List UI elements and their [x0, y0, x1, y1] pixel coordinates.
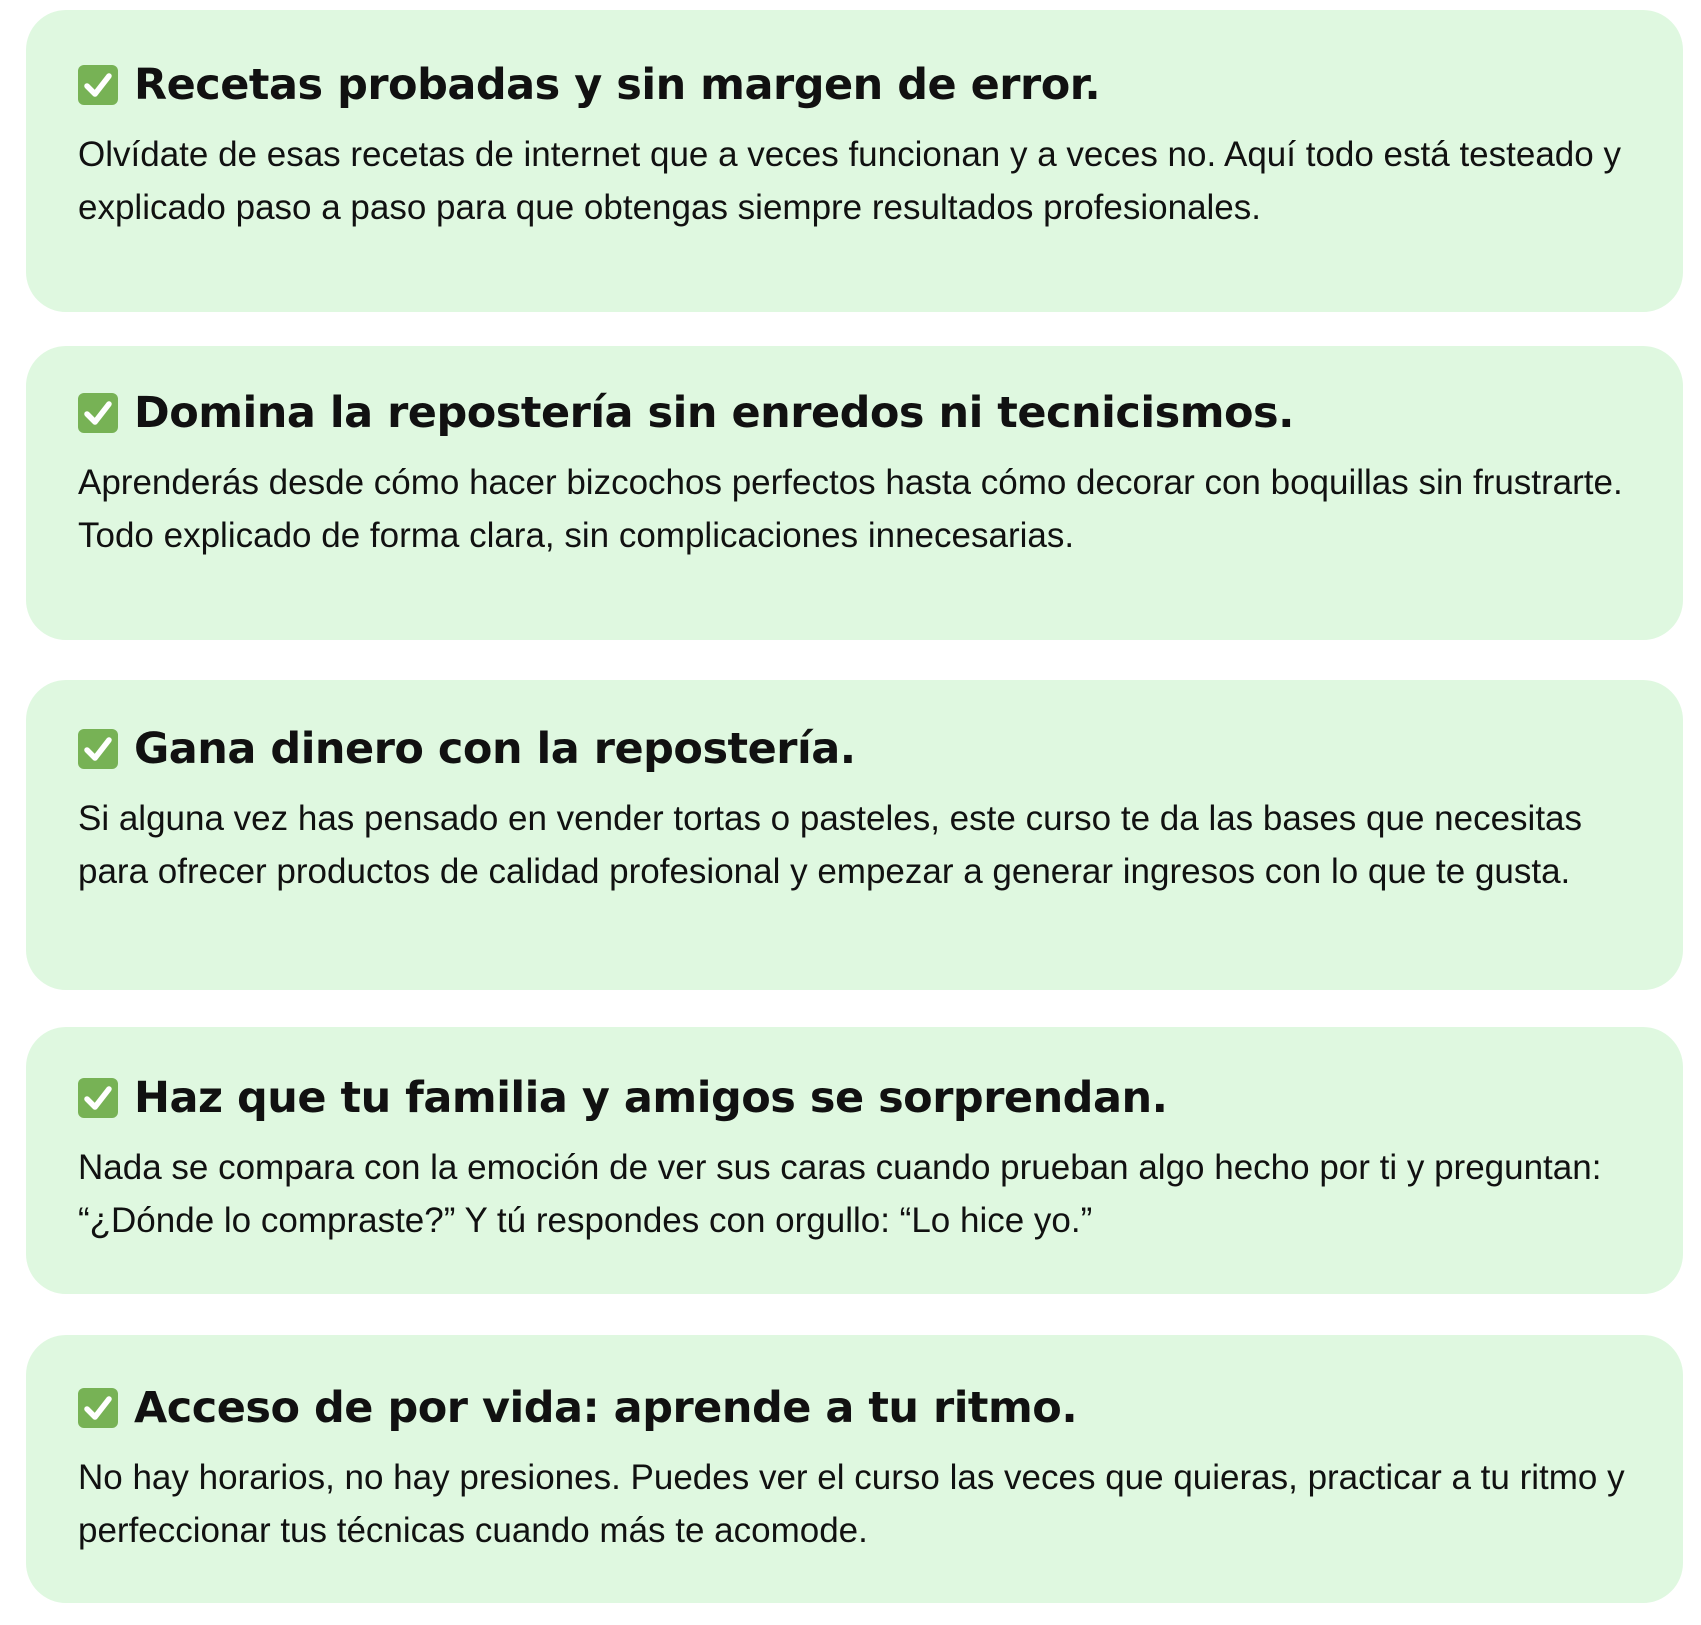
benefit-card-4	[26, 1027, 1683, 1294]
check-mark-button-icon	[78, 729, 118, 769]
benefit-card-2	[26, 346, 1683, 640]
benefit-card-3	[26, 680, 1683, 990]
check-mark-button-icon	[78, 393, 118, 433]
benefit-title-row	[78, 1073, 1643, 1123]
benefit-description: Olvídate de esas recetas de internet que a veces funcionan y a veces no. Aquí todo está testeado y explicado paso a paso para que obtengas siempre resultados profesionales.	[78, 135, 1621, 227]
benefit-description: Si alguna vez has pensado en vender tortas o pasteles, este curso te da las bases que necesitas para ofrecer productos de calidad profesional y empezar a generar ingresos con lo que te gusta.	[78, 799, 1583, 891]
benefit-card-5	[26, 1335, 1683, 1603]
benefit-title: Domina la repostería sin enredos ni tecnicismos.	[134, 388, 1294, 438]
benefit-description: Aprenderás desde cómo hacer bizcochos perfectos hasta cómo decorar con boquillas sin frustrarte. Todo explicado de forma clara, sin complicaciones innecesarias.	[78, 463, 1623, 555]
benefit-title: Recetas probadas y sin margen de error.	[134, 60, 1101, 110]
benefit-title: Acceso de por vida: aprende a tu ritmo.	[134, 1383, 1078, 1433]
benefit-title-row	[78, 1383, 1643, 1433]
check-mark-button-icon	[78, 65, 118, 105]
check-mark-button-icon	[78, 1388, 118, 1428]
benefit-description: No hay horarios, no hay presiones. Puedes ver el curso las veces que quieras, practicar a tu ritmo y perfeccionar tus técnicas cuando más te acomode.	[78, 1458, 1625, 1550]
benefit-title-row	[78, 724, 1643, 774]
benefit-title-row	[78, 388, 1643, 438]
benefit-title: Haz que tu familia y amigos se sorprendan.	[134, 1073, 1168, 1123]
check-mark-button-icon	[78, 1078, 118, 1118]
benefit-card-1	[26, 10, 1683, 312]
benefit-title-row	[78, 60, 1643, 110]
benefit-title: Gana dinero con la repostería.	[134, 724, 856, 774]
benefit-description: Nada se compara con la emoción de ver sus caras cuando prueban algo hecho por ti y preguntan: “¿Dónde lo compraste?” Y tú respondes con orgullo: “Lo hice yo.”	[78, 1148, 1602, 1240]
